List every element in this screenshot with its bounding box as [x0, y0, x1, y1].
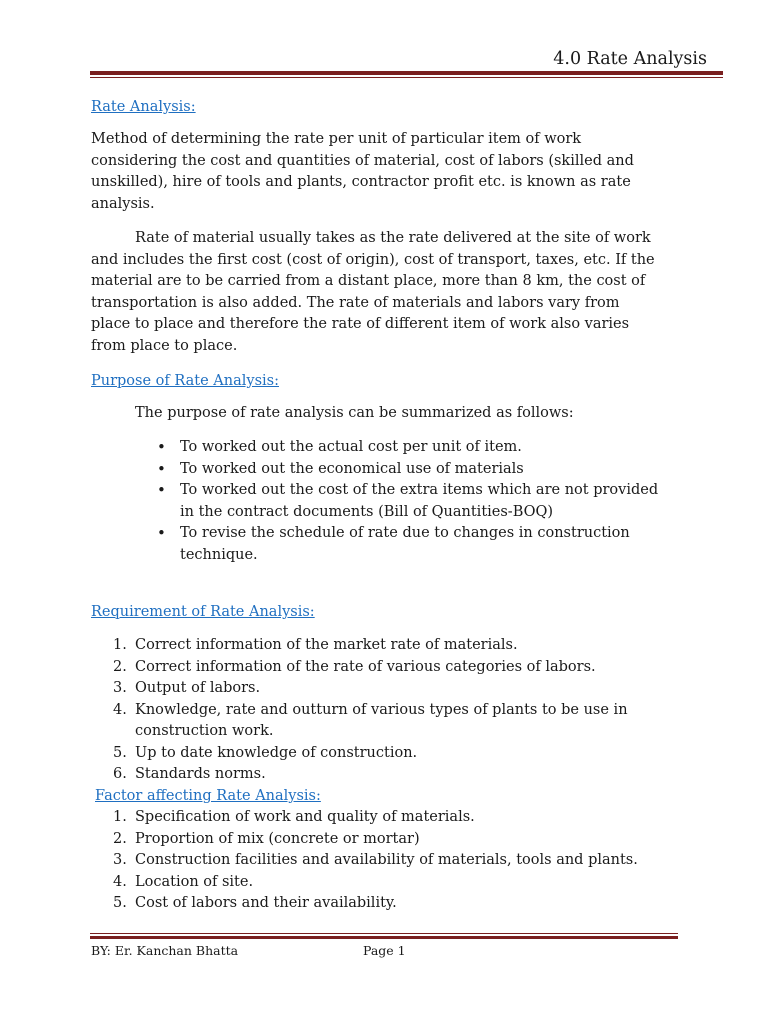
list-item: • To revise the schedule of rate due to changes in construction technique.	[156, 523, 660, 566]
list-number: 2.	[113, 658, 127, 675]
list-text: Proportion of mix (concrete or mortar)	[135, 830, 420, 847]
list-item	[113, 678, 693, 700]
list-number: 5.	[113, 744, 127, 761]
paragraph-line: transportation is also added. The rate of materials and labors vary from	[91, 294, 620, 311]
footer-page-number: Page 1	[363, 943, 406, 958]
paragraph-line: unskilled), hire of tools and plants, contractor profit etc. is known as rate	[91, 174, 631, 190]
list-item	[113, 743, 693, 765]
paragraph-line: Rate of material usually takes as the rate delivered at the site of work	[135, 230, 651, 246]
list-item	[113, 829, 693, 851]
requirement-numbered-list	[113, 635, 693, 786]
list-number: 6.	[113, 766, 127, 782]
section-heading-factor: Factor affecting Rate Analysis:	[95, 788, 321, 804]
paragraph-line: and includes the first cost (cost of origin), cost of transport, taxes, etc. If the	[91, 251, 655, 268]
list-number: 5.	[113, 895, 127, 911]
list-item	[113, 893, 693, 915]
header-title: 4.0 Rate Analysis	[553, 49, 707, 69]
section-heading-rate-analysis: Rate Analysis:	[91, 99, 196, 115]
list-item	[113, 872, 693, 894]
list-number: 3.	[113, 852, 127, 868]
paragraph-line: material are to be carried from a distant place, more than 8 km, the cost of	[91, 273, 646, 289]
list-number: 1.	[113, 809, 127, 825]
list-item: • To worked out the cost of the extra items which are not provided in the contract documents (Bill of Quantities-BOQ)	[156, 480, 660, 523]
list-item: • To worked out the actual cost per unit of item.	[156, 437, 676, 459]
list-number: 2.	[113, 830, 127, 847]
list-item	[113, 657, 693, 679]
purpose-intro: The purpose of rate analysis can be summarized as follows:	[135, 405, 574, 421]
paragraph-line: from place to place.	[91, 337, 238, 354]
section-heading-requirement: Requirement of Rate Analysis:	[91, 604, 315, 620]
list-item	[113, 700, 655, 743]
paragraph-line: considering the cost and quantities of material, cost of labors (skilled and	[91, 152, 634, 169]
list-number: 3.	[113, 680, 127, 696]
list-text: Correct information of the rate of various categories of labors.	[135, 658, 596, 675]
header-rule-thick	[90, 71, 723, 75]
list-number: 1.	[113, 637, 127, 653]
paragraph-line: Method of determining the rate per unit of particular item of work	[91, 131, 582, 147]
list-item	[113, 764, 693, 786]
list-text: Construction facilities and availability of materials, tools and plants.	[135, 852, 638, 868]
list-number: 4.	[113, 873, 127, 890]
list-text: Cost of labors and their availability.	[135, 895, 397, 911]
footer-author: BY: Er. Kanchan Bhatta	[91, 943, 239, 958]
list-item	[113, 635, 693, 657]
list-text: Location of site.	[135, 873, 254, 890]
list-text: Up to date knowledge of construction.	[135, 744, 418, 761]
list-item	[113, 807, 693, 829]
paragraph-line: place to place and therefore the rate of different item of work also varies	[91, 316, 630, 332]
header-rule-thin	[90, 77, 723, 78]
list-item: • To worked out the economical use of materials	[156, 459, 676, 481]
list-text: Specification of work and quality of materials.	[135, 809, 475, 825]
section-heading-purpose: Purpose of Rate Analysis:	[91, 373, 279, 389]
list-number: 4.	[113, 701, 127, 718]
purpose-bullet-list	[156, 437, 676, 566]
footer-rule-thick	[90, 936, 678, 939]
list-text: Knowledge, rate and outturn of various types of plants to be use in construction work.	[135, 701, 628, 739]
footer-rule-thin	[90, 933, 678, 934]
list-item	[113, 850, 693, 872]
list-text: Standards norms.	[135, 766, 266, 782]
paragraph-line: analysis.	[91, 195, 155, 212]
factor-numbered-list	[113, 807, 693, 915]
list-text: Correct information of the market rate of materials.	[135, 637, 518, 653]
list-text: Output of labors.	[135, 680, 261, 696]
